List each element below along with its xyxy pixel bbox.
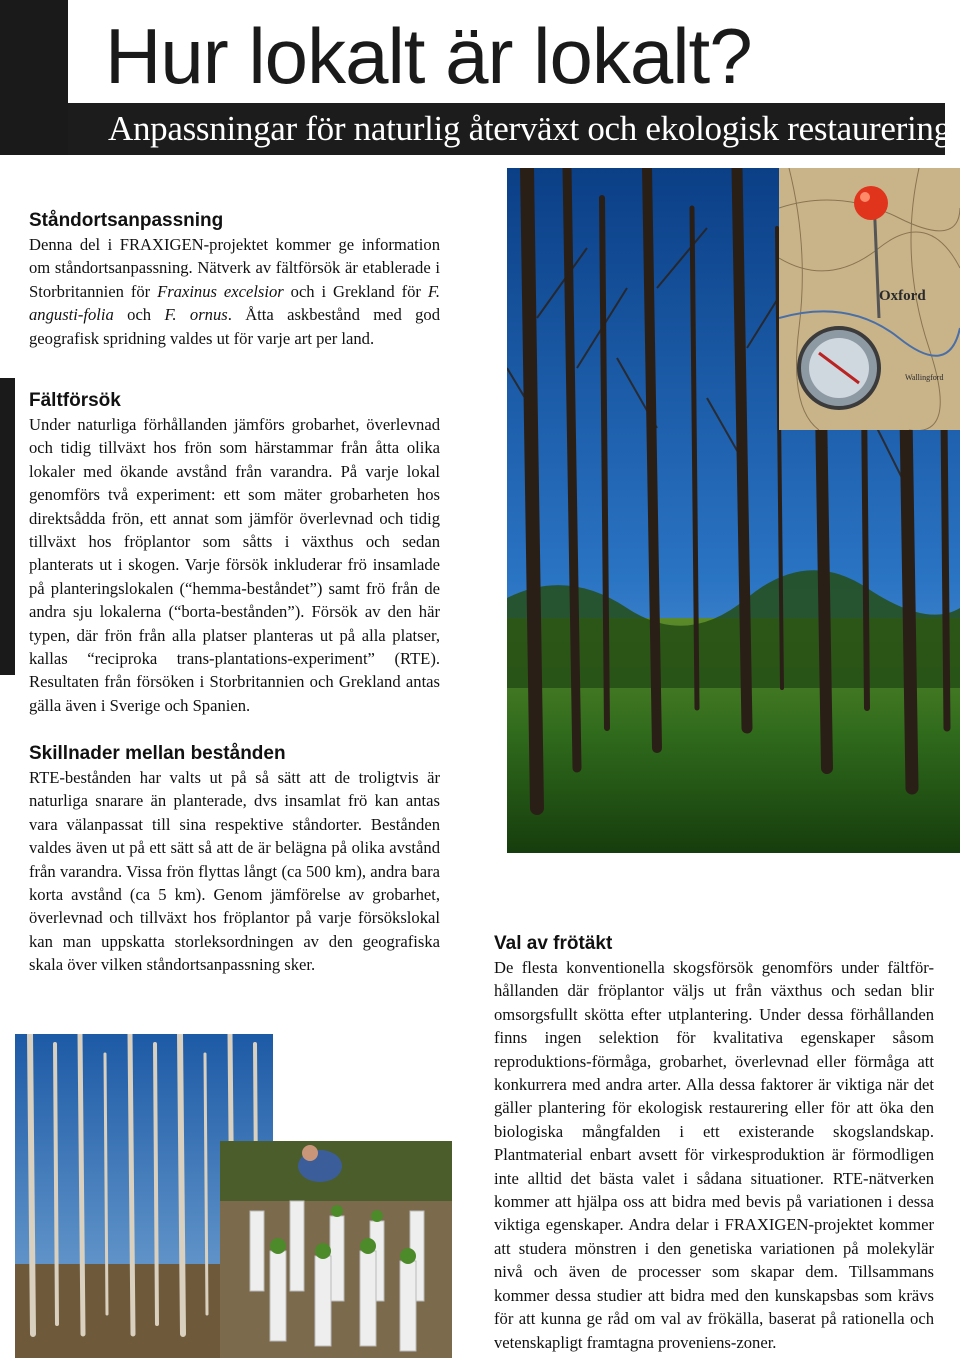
section-body: De flesta konventionella skogsförsök genomförs under fältför-hållanden där fröplantor väljs ut från växthus och sedan blir omsorgsfullt skötta efter utplantering. Under dessa förhållanden finns ingen selektion för kvalitativa egenskaper såsom reproduktions-förmåga, grobarhet, överlevnad eller förmåga att konkurrera med andra arter. Alla dessa faktorer är viktiga när det gäller plantering för ekologisk restaurering eller för att öka den biologiska mångfalden i ett existerande skogslandskap. Plantmaterial enbart avsett för virkesproduktion är förmodligen inte alltid det bästa valet i sådana situationer. RTE-nätverken kommer att hjälpa oss att bidra med bevis på variationen i dessa viktiga egenskaper. Andra delar i FRAXIGEN-projektet kommer att studera mönstren i den genetiska variationen på molekylär nivå och även de processer som skapar dem. Tillsammans kommer dessa studier att bidra med den kunskapsbas som krävs för att kunna ge råd om val av frökälla, baserat på rationella och vetenskapligt framtagna proveniens-zoner. [494,958,934,1352]
side-marker-bar [0,378,15,675]
section-skillnader [29,742,440,977]
section-heading: Skillnader mellan bestånden [29,743,286,764]
section-body: Under naturliga förhållanden jämförs grobarhet, överlevnad och tidig tillväxt hos frön som härstammar från åtta olika lokaler med ökande avstånd från varandra. På varje lokal genomförs två experiment: ett som mäter grobarheten hos direktsådda frön, ett annat som jämför överlevnad och tidig tillväxt hos fröplantor som såtts i växthus och sedan planterats ut i skogen. Varje försök inkluderar frö insamlade på planteringslokalen (“hemma-beståndet”) samt frö från de andra sju lokalerna (“borta-bestånden”). Försök av den här typen, där frön från alla platser planteras ut på alla platser, kallas “reciproka trans-plantations-experiment” (RTE). Resultaten från försöken i Storbritannien och Grekland antas gälla även i Sverige och Spanien. [29,415,440,715]
section-standortsanpassning [29,209,440,350]
section-faltforsok [29,389,440,717]
section-val-av-frotakt [494,932,934,1354]
species-name: F. angusti-folia [29,281,440,325]
header-left-bar [0,0,68,155]
section-heading: Fältförsök [29,390,121,411]
page-title: Hur lokalt är lokalt? [105,12,752,100]
species-name: Fraxinus excelsior [157,281,284,301]
section-body: Denna del i FRAXIGEN-projektet kommer ge information om ståndortsanpassning. Nätverk av fältförsök är etablerade i Storbritannien för Fraxinus excelsior och i Grekland för F. angusti-folia och F. ornus. Åtta askbestånd med god geografisk spridning valdes ut för varje art per land. [29,235,440,348]
page-subtitle: Anpassningar för naturlig återväxt och ekologisk restaurering [108,109,951,148]
section-heading: Val av frötäkt [494,933,613,954]
section-body: RTE-bestånden har valts ut på så sätt att de troligtvis är naturliga snarare än planterade, dvs insamlat frö kan antas vara välanpassat till sina respektive ståndorter. Bestånden valdes även ut på ett sätt så att de är belägna på olika avstånd från varandra. Vissa frön flyttas långt (ca 500 km), andra bara korta avstånd (ca 5 km). Genom jämförelse av grobarhet, överlevnad och tillväxt hos fröplantor på varje försökslokal kan man uppskatta storleksordningen av den geografiska skala över vilken ståndortsanpassning sker. [29,768,440,975]
map-label-small: Wallingford [905,373,944,382]
section-heading: Ståndortsanpassning [29,210,224,231]
map-label-oxford: Oxford [879,288,926,304]
species-name: F. ornus [164,305,228,325]
seedling-tubes-photo [220,1141,452,1358]
map-compass-photo [779,168,960,430]
